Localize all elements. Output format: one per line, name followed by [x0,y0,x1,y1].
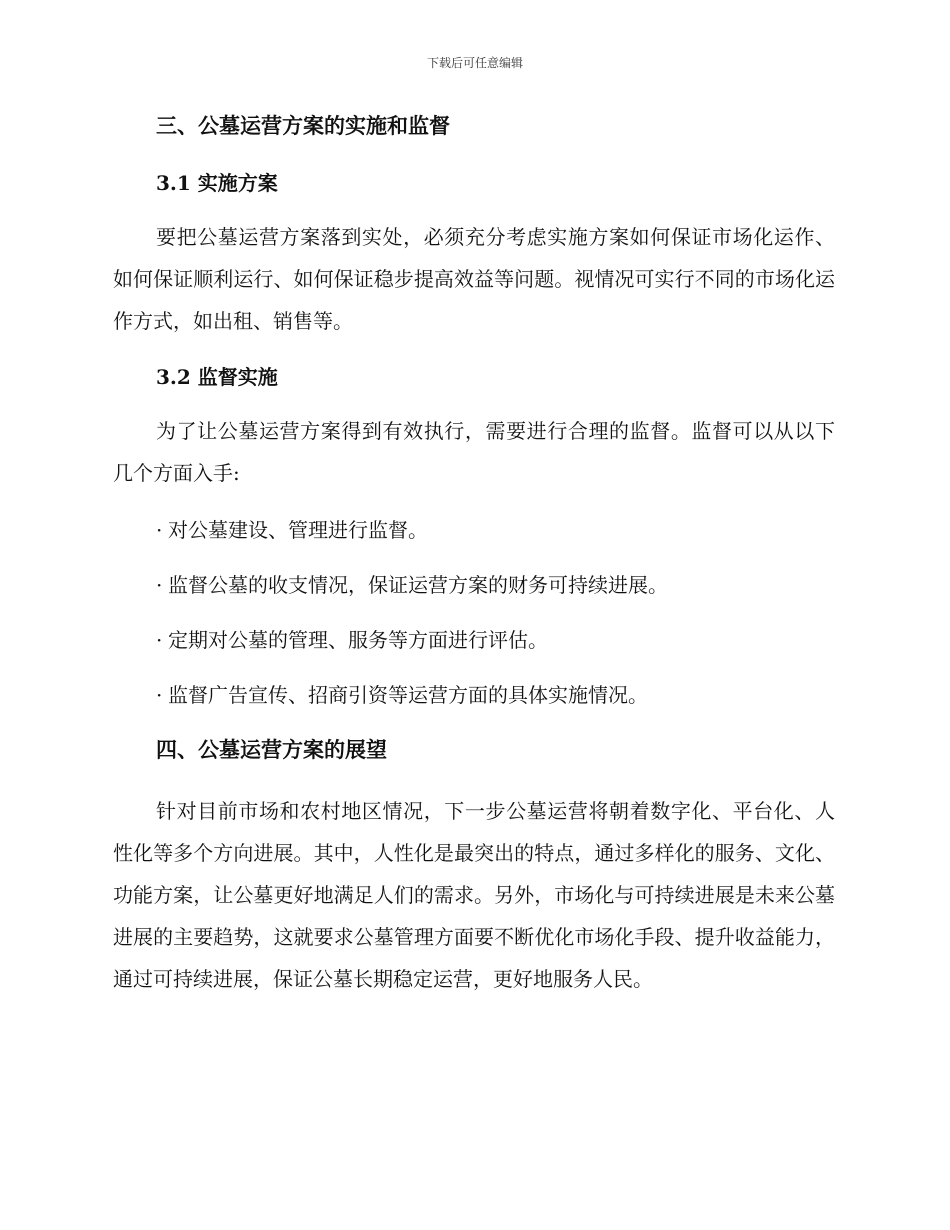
document-body [113,108,835,1018]
list-item-text: 对公墓建设、管理进行监督。 [168,518,428,542]
list-item [156,567,835,603]
section-3-2-heading: 3.2 监督实施 [156,365,278,389]
section-3-1-paragraph: 要把公墓运营方案落到实处，必须充分考虑实施方案如何保证市场化运作、如何保证顺利运行、如何保证稳步提高效益等问题。视情况可实行不同的市场化运作方式，如出租、销售等。 [113,225,835,333]
list-item-text: 监督广告宣传、招商引资等运营方面的具体实施情况。 [168,683,648,707]
header-note: 下载后可任意编辑 [426,56,523,70]
list-item-text: 监督公墓的收支情况，保证运营方案的财务可持续进展。 [168,573,668,597]
bullet-dot: · [156,628,163,652]
section-4-heading: 四、公墓运营方案的展望 [156,737,387,762]
list-item [156,677,835,713]
list-item-text: 定期对公墓的管理、服务等方面进行评估。 [168,628,548,652]
bullet-dot: · [156,518,163,542]
bullet-dot: · [156,573,163,597]
bullet-dot: · [156,683,163,707]
list-item [156,512,835,548]
section-3-2-paragraph: 为了让公墓运营方案得到有效执行，需要进行合理的监督。监督可以从以下几个方面入手: [113,419,835,485]
section-3-1-heading: 3.1 实施方案 [156,171,278,195]
section-4-paragraph: 针对目前市场和农村地区情况，下一步公墓运营将朝着数字化、平台化、人性化等多个方向进展。其中，人性化是最突出的特点，通过多样化的服务、文化、功能方案，让公墓更好地满足人们的需求。另外，市场化与可持续进展是未来公墓进展的主要趋势，这就要求公墓管理方面要不断优化市场化手段、提升收益能力，通过可持续进展，保证公墓长期稳定运营，更好地服务人民。 [113,799,835,991]
section-3-heading: 三、公墓运营方案的实施和监督 [156,113,450,138]
list-item [156,622,835,658]
